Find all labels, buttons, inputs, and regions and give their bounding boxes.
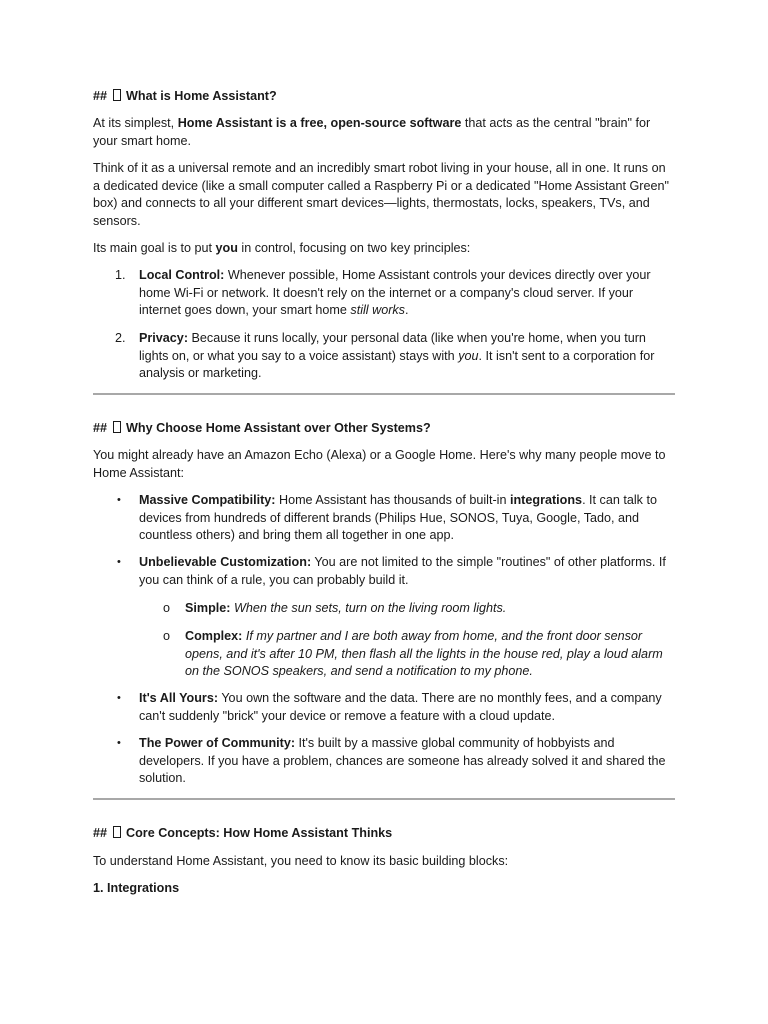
item-title: Massive Compatibility: [139, 493, 276, 507]
paragraph-intro [93, 115, 675, 150]
bold-text: Home Assistant is a free, open-source software [177, 116, 462, 130]
text: . [404, 303, 409, 318]
bullet-community [117, 735, 675, 788]
heading-text: Why Choose Home Assistant over Other Systems? [126, 421, 431, 435]
text: Its main goal is to put [93, 241, 216, 255]
text: Because it runs locally, your personal data (like when you're home, when you turn lights on, or what you say to a voice assistant) stays with [139, 331, 646, 363]
item-title: Local Control: [139, 268, 225, 282]
text: . It isn't sent to a corporation for analysis or marketing. [139, 348, 655, 381]
emoji-placeholder-icon [113, 421, 121, 433]
italic-text: When the sun sets, turn on the living room lights. [234, 601, 507, 615]
italic-text: you [458, 348, 479, 363]
list-number: 1. [115, 268, 126, 282]
sub-bullet-marker: o [163, 629, 171, 643]
emoji-placeholder-icon [113, 89, 121, 101]
bold-text: integrations [509, 493, 583, 507]
text: that acts as the central "brain" for your smart home. [93, 116, 651, 148]
subheading-integrations: 1. Integrations [93, 881, 180, 895]
bullet-all-yours [117, 690, 675, 725]
section-heading-what-is [93, 88, 675, 106]
heading-hash: ## [93, 89, 108, 103]
bullet-marker: • [117, 556, 121, 568]
sub-bullet-marker: o [163, 601, 171, 615]
heading-hash: ## [93, 826, 108, 840]
bullet-marker: • [117, 737, 121, 749]
horizontal-rule [93, 798, 675, 800]
list-item-privacy [115, 330, 675, 383]
bold-text: you [215, 241, 238, 255]
bullet-massive-compatibility [117, 492, 675, 545]
paragraph-why-intro: You might already have an Amazon Echo (Alexa) or a Google Home. Here's why many people move to Home Assistant: [93, 448, 666, 480]
list-number: 2. [115, 331, 126, 345]
text: You own the software and the data. There are no monthly fees, and a company can't suddenly "brick" your device or remove a feature with a cloud update. [139, 691, 662, 723]
bullet-marker: • [117, 494, 121, 506]
item-title: Complex: [185, 629, 243, 643]
section-heading-why-choose [93, 420, 675, 438]
item-title: The Power of Community: [139, 736, 296, 750]
item-title: Unbelievable Customization: [139, 555, 312, 569]
heading-hash: ## [93, 421, 108, 435]
paragraph-universal-remote: Think of it as a universal remote and an incredibly smart robot living in your house, all in one. It runs on a dedicated device (like a small computer called a Raspberry Pi or a dedicated "Home Assistant Green" box) and connects to all your different smart devices—lights, thermostats, locks, speakers, TVs, and sensors. [93, 161, 669, 228]
horizontal-rule [93, 393, 675, 395]
bullet-marker: • [117, 692, 121, 704]
paragraph-core-intro: To understand Home Assistant, you need to know its basic building blocks: [93, 854, 509, 868]
text: It's built by a massive global community of hobbyists and developers. If you have a problem, chances are someone has already solved it and shared the solution. [139, 736, 666, 786]
item-title: Simple: [185, 601, 231, 615]
sub-bullet-complex [163, 628, 675, 681]
text: Whenever possible, Home Assistant controls your devices directly over your home Wi-Fi or network. It doesn't rely on the internet or a company's cloud server. If your internet goes down, your smart home [139, 268, 651, 318]
list-item-local-control [115, 267, 675, 320]
bullet-customization [117, 554, 675, 589]
text: You are not limited to the simple "routines" of other platforms. If you can think of a rule, you can probably build it. [139, 555, 666, 587]
heading-text: What is Home Assistant? [126, 89, 277, 103]
paragraph-main-goal [93, 240, 675, 258]
section-heading-core-concepts [93, 825, 675, 843]
text: in control, focusing on two key principles: [237, 241, 471, 255]
italic-text: If my partner and I are both away from home, and the front door sensor opens, and it's after 10 PM, then flash all the lights in the house red, play a loud alarm on the SONOS speakers, and send a notification to my phone. [185, 629, 663, 679]
item-title: Privacy: [139, 331, 189, 345]
text: At its simplest, [93, 116, 178, 130]
emoji-placeholder-icon [113, 826, 121, 838]
heading-text: Core Concepts: How Home Assistant Thinks [126, 826, 393, 840]
text: Home Assistant has thousands of built-in [275, 493, 510, 507]
italic-text: still works [350, 303, 405, 318]
text: . It can talk to devices from hundreds of different brands (Philips Hue, SONOS, Tuya, Google, Tado, and countless others) and bring them all together in one app. [139, 493, 657, 543]
item-title: It's All Yours: [139, 691, 219, 705]
sub-bullet-simple [163, 600, 675, 618]
